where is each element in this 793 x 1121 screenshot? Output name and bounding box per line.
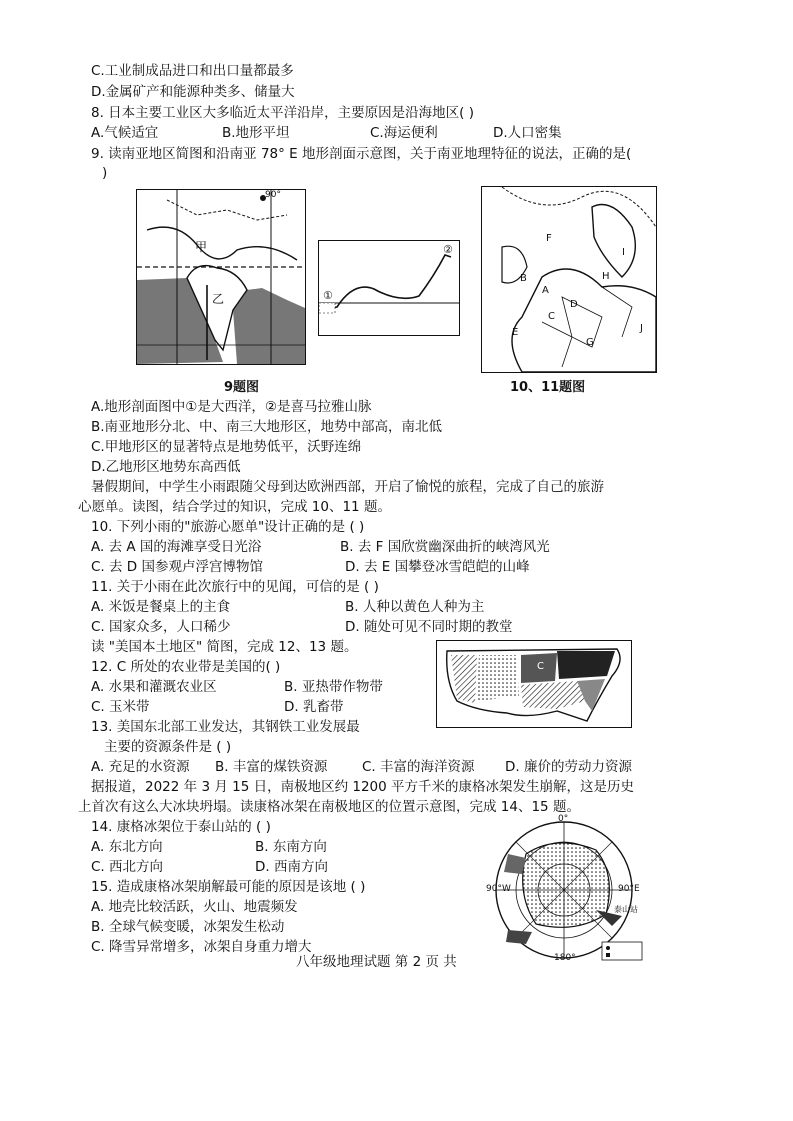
q9-stem-close: ) <box>102 165 108 181</box>
intro-10-11-line2: 心愿单。读图，结合学过的知识，完成 10、11 题。 <box>78 499 391 515</box>
q13-option-b: B. 丰富的煤铁资源 <box>215 759 328 775</box>
q14-stem: 14. 康格冰架位于泰山站的 ( ) <box>91 819 271 835</box>
antarctica-map <box>486 814 646 964</box>
map-label-c: C <box>548 311 555 322</box>
q15-option-c: C. 降雪异常增多，冰架自身重力增大 <box>91 939 312 955</box>
map-label-f: F <box>546 233 552 244</box>
q10-stem: 10. 下列小雨的"旅游心愿单"设计正确的是 ( ) <box>91 519 365 535</box>
q11-option-a: A. 米饭是餐桌上的主食 <box>91 599 231 615</box>
map-label-j: J <box>640 323 643 334</box>
q14-option-d: D. 西南方向 <box>255 859 328 875</box>
profile-mark-2: ② <box>443 243 453 256</box>
intro-14-15-line2: 上首次有这么大冰块坍塌。读康格冰架在南极地区的位置示意图，完成 14、15 题。 <box>78 799 580 815</box>
page-footer: 八年级地理试题 第 2 页 共 <box>296 954 457 970</box>
europe-map <box>481 186 657 373</box>
q13-option-d: D. 廉价的劳动力资源 <box>505 759 632 775</box>
q9-option-c: C.甲地形区的显著特点是地势低平，沃野连绵 <box>91 439 362 455</box>
q8-stem: 8. 日本主要工业区大多临近太平洋沿岸，主要原因是沿海地区( ) <box>91 105 474 121</box>
longitude-label: 90° <box>265 190 281 200</box>
q8-option-c: C.海运便利 <box>370 125 438 141</box>
label-taishan-station: 泰山站 <box>614 905 638 914</box>
map-label-h: H <box>602 271 610 282</box>
q12-stem: 12. C 所处的农业带是美国的( ) <box>91 659 281 675</box>
q10-option-d: D. 去 E 国攀登冰雪皑皑的山峰 <box>345 559 530 575</box>
q11-option-c: C. 国家众多，人口稀少 <box>91 619 231 635</box>
q7-option-d: D.金属矿产和能源种类多、储量大 <box>91 84 295 100</box>
q8-option-b: B.地形平坦 <box>222 125 290 141</box>
q9-option-b: B.南亚地形分北、中、南三大地形区，地势中部高，南北低 <box>91 419 443 435</box>
label-90w: 90°W <box>486 884 511 894</box>
usa-label-c: C <box>537 661 544 672</box>
q11-stem: 11. 关于小雨在此次旅行中的见闻，可信的是 ( ) <box>91 579 379 595</box>
map-label-b: B <box>520 273 527 284</box>
label-90e: 90°E <box>618 884 640 894</box>
q13-option-a: A. 充足的水资源 <box>91 759 190 775</box>
q8-option-d: D.人口密集 <box>493 125 562 141</box>
profile-mark-1: ① <box>323 289 333 302</box>
map-label-e: E <box>512 327 519 338</box>
label-yi: 乙 <box>212 292 225 306</box>
q15-stem: 15. 造成康格冰架崩解最可能的原因是该地 ( ) <box>91 879 366 895</box>
south-asia-map-drawing <box>137 190 305 364</box>
q12-option-b: B. 亚热带作物带 <box>284 679 383 695</box>
q9-option-a: A.地形剖面图中①是大西洋，②是喜马拉雅山脉 <box>91 399 372 415</box>
q9-option-d: D.乙地形区地势东高西低 <box>91 459 241 475</box>
q14-option-a: A. 东北方向 <box>91 839 163 855</box>
label-180-degrees: 180° <box>554 953 576 963</box>
label-0-degrees: 0° <box>558 814 569 824</box>
q10-option-a: A. 去 A 国的海滩享受日光浴 <box>91 539 262 555</box>
q15-option-b: B. 全球气候变暖，冰架发生松动 <box>91 919 285 935</box>
map-label-i: I <box>622 247 625 258</box>
q12-option-c: C. 玉米带 <box>91 699 150 715</box>
q13-stem: 13. 美国东北部工业发达，其钢铁工业发展最 <box>91 719 360 735</box>
q13-stem-cont: 主要的资源条件是 ( ) <box>104 739 232 755</box>
q10-option-c: C. 去 D 国参观卢浮宫博物馆 <box>91 559 263 575</box>
q12-option-a: A. 水果和灌溉农业区 <box>91 679 217 695</box>
q15-option-a: A. 地壳比较活跃，火山、地震频发 <box>91 899 298 915</box>
usa-map <box>436 640 632 728</box>
usa-map-drawing <box>437 641 631 727</box>
q14-option-b: B. 东南方向 <box>255 839 327 855</box>
map-label-g: G <box>586 337 594 348</box>
intro-12-13: 读 "美国本土地区" 简图，完成 12、13 题。 <box>91 639 358 655</box>
q11-option-b: B. 人种以黄色人种为主 <box>345 599 485 615</box>
figure-9-caption: 9题图 <box>224 380 260 395</box>
intro-10-11-line1: 暑假期间，中学生小雨跟随父母到达欧洲西部，开启了愉悦的旅程，完成了自己的旅游 <box>91 479 604 495</box>
intro-14-15-line1: 据报道，2022 年 3 月 15 日，南极地区约 1200 平方千米的康格冰架发生崩解，这是历史 <box>91 779 635 795</box>
map-label-a: A <box>542 285 549 296</box>
figure-10-11-caption: 10、11题图 <box>510 380 586 395</box>
terrain-profile-drawing <box>319 241 459 335</box>
q11-option-d: D. 随处可见不同时期的教堂 <box>345 619 513 635</box>
q14-option-c: C. 西北方向 <box>91 859 164 875</box>
map-label-d: D <box>570 299 578 310</box>
q9-stem: 9. 读南亚地区简图和沿南亚 78° E 地形剖面示意图，关于南亚地理特征的说法，正确的是( <box>91 146 632 162</box>
terrain-profile <box>318 240 460 336</box>
q7-option-c: C.工业制成品进口和出口量都最多 <box>91 63 294 79</box>
q8-option-a: A.气候适宜 <box>91 125 159 141</box>
south-asia-map <box>136 189 306 365</box>
europe-map-drawing <box>482 187 656 372</box>
q10-option-b: B. 去 F 国欣赏幽深曲折的峡湾风光 <box>340 539 550 555</box>
q13-option-c: C. 丰富的海洋资源 <box>362 759 475 775</box>
label-jia: 甲 <box>195 240 208 254</box>
q12-option-d: D. 乳畜带 <box>284 699 344 715</box>
